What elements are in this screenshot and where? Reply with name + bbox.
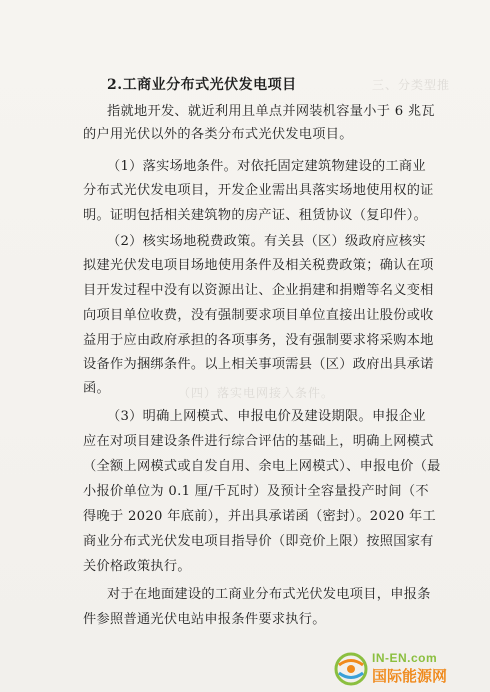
paragraph-line: 明。证明包括相关建筑物的房产证、租赁协议（复印件）。	[83, 208, 428, 223]
paragraph-line: 件参照普通光伏电站申报条件要求执行。	[83, 612, 326, 627]
paragraph-line: 应在对项目建设条件进行综合评估的基础上，明确上网模式	[83, 434, 434, 449]
paragraph-line: 目开发过程中没有以资源出让、企业捐建和捐赠等名义变相	[83, 283, 434, 298]
paragraph-line: （3）明确上网模式、申报电价及建设期限。申报企业	[107, 409, 426, 424]
paragraph-line: 函。	[83, 381, 110, 396]
paragraph-line: （2）核实场地税费政策。有关县（区）级政府应核实	[107, 234, 426, 249]
paragraph-line: 的户用光伏以外的各类分布式光伏发电项目。	[83, 127, 353, 142]
paragraph-line: 关价格政策执行。	[83, 559, 191, 574]
show-through-text: （四）落实电网接入条件。	[178, 386, 335, 400]
paragraph-line: 得晚于 2020 年底前），并出具承诺函（密封）。2020 年工	[83, 509, 437, 524]
site-watermark	[334, 648, 484, 688]
paragraph-line: 指就地开发、就近利用且单点并网装机容量小于 6 兆瓦	[107, 104, 435, 119]
watermark-brand-en: IN-EN.com	[372, 651, 438, 665]
paragraph-line: 小报价单位为 0.1 厘/千瓦时）及预计全容量投产时间（不	[83, 484, 429, 499]
paragraph-line: 对于在地面建设的工商业分布式光伏发电项目，申报条	[107, 587, 431, 602]
paragraph-line: 设备作为捆绑条件。以上相关事项需县（区）政府出具承诺	[83, 357, 434, 372]
paragraph-line: 拟建光伏发电项目场地使用条件及相关税费政策；确认在项	[83, 258, 434, 273]
watermark-brand-cn: 国际能源网	[372, 667, 448, 685]
paragraph-line: （全额上网模式或自发自用、余电上网模式）、申报电价（最	[83, 459, 441, 474]
paragraph-line: 商业分布式光伏发电项目指导价（即竞价上限）按照国家有	[83, 534, 434, 549]
show-through-text: 三、分类型推	[372, 78, 451, 92]
paragraph-line: （1）落实场地条件。对依托固定建筑物建设的工商业	[107, 159, 426, 174]
paragraph-line: 分布式光伏发电项目，开发企业需出具落实场地使用权的证	[83, 183, 434, 198]
section-heading: 2.工商业分布式光伏发电项目	[107, 77, 297, 93]
globe-logo-icon	[334, 652, 368, 686]
paragraph-line: 向项目单位收费，没有强制要求项目单位直接出让股份或收	[83, 308, 434, 323]
paragraph-line: 益用于应由政府承担的各项事务，没有强制要求将采购本地	[83, 333, 434, 348]
